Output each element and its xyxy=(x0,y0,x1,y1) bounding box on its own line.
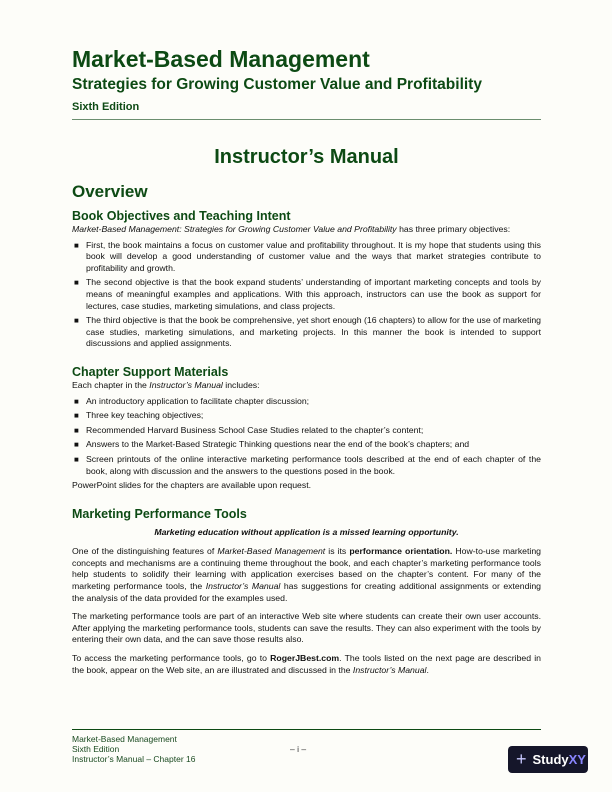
tools-paragraph-1: One of the distinguishing features of Market-Based Management is its performance orientation. How-to-use marketing concepts and mechanisms are a continuing theme throughout the book, and each chapter’s marketing performance tools help students to solidify their learning with application exercises based on the chapter’s content. For many of the marketing performance tools, the Instructor’s Manual has suggestions for creating additional assignments or extending the analysis of the data provided for the examples used. xyxy=(72,546,542,603)
list-item: ■ Answers to the Market-Based Strategic Thinking questions near the end of the book’s chapters; and xyxy=(74,439,470,450)
header-rule xyxy=(72,119,541,120)
footer-edition: Sixth Edition xyxy=(72,744,120,754)
list-item: ■ Recommended Harvard Business School Case Studies related to the chapter’s content; xyxy=(74,424,424,435)
footer-chapter: Instructor’s Manual – Chapter 16 xyxy=(72,754,196,764)
list-item: ■ An introductory application to facilitate chapter discussion; xyxy=(74,395,310,406)
edition: Sixth Edition xyxy=(72,101,140,113)
objectives-intro: Market-Based Management: Strategies for Growing Customer Value and Profitability has three primary objectives: xyxy=(72,224,511,234)
studyxy-badge[interactable] xyxy=(508,746,588,773)
support-intro: Each chapter in the Instructor’s Manual includes: xyxy=(72,379,260,390)
website-link[interactable]: RogerJBest.com xyxy=(270,653,340,664)
list-item: ■ Screen printouts of the online interactive marketing performance tools described at the end of each chapter of the book, along with discussion and the answers to the questions posed in the book. xyxy=(74,453,541,476)
tools-paragraph-2: The marketing performance tools are part of an interactive Web site where students can create their own user accounts. After applying the marketing performance tools, students can save the results. They can also experiment with the tools by entering their own data, and the can save those results also. xyxy=(72,611,541,645)
plus-icon: + xyxy=(516,749,527,769)
manual-title: Instructor’s Manual xyxy=(214,146,399,168)
overview-heading: Overview xyxy=(72,182,148,201)
badge-label: StudyXY xyxy=(532,752,586,767)
support-note: PowerPoint slides for the chapters are available upon request. xyxy=(72,480,312,491)
list-item: ■ First, the book maintains a focus on customer value and profitability throughout. It is my hope that students using this book will develop a good understanding of customer value and the ways that market strategies contribute to profitability and growth. xyxy=(74,239,541,273)
list-item: ■ The second objective is that the book expand students’ understanding of important marketing concepts and tools by means of meaningful examples and applications. With this approach, instructors can use the book as support for lectures, case studies, marketing simulations, and class projects. xyxy=(74,277,541,311)
objectives-heading: Book Objectives and Teaching Intent xyxy=(72,209,291,223)
list-item: ■ The third objective is that the book be comprehensive, yet short enough (16 chapters) to allow for the use of marketing case studies, marketing simulations, and marketing projects. In this manner the book is intended to support discussions and applied assignments. xyxy=(74,315,541,349)
page xyxy=(72,44,541,676)
footer-rule xyxy=(72,729,541,730)
footer-book: Market-Based Management xyxy=(72,734,177,744)
book-title: Market-Based Management xyxy=(72,46,370,72)
tools-paragraph-3: To access the marketing performance tools, go to RogerJBest.com. The tools listed on the next page are described in the book, appear on the Web site, an are illustrated and discussed in the Instructor’s Manual. xyxy=(72,653,542,675)
support-heading: Chapter Support Materials xyxy=(72,364,229,379)
objectives-list xyxy=(72,240,541,350)
tools-tagline: Marketing education without application is a missed learning opportunity. xyxy=(154,526,459,537)
footer xyxy=(72,734,195,764)
list-item: ■ Three key teaching objectives; xyxy=(74,410,204,421)
tools-heading: Marketing Performance Tools xyxy=(72,506,247,521)
support-list xyxy=(72,396,541,478)
book-subtitle: Strategies for Growing Customer Value and Profitability xyxy=(72,76,482,93)
page-number: – i – xyxy=(290,744,307,754)
